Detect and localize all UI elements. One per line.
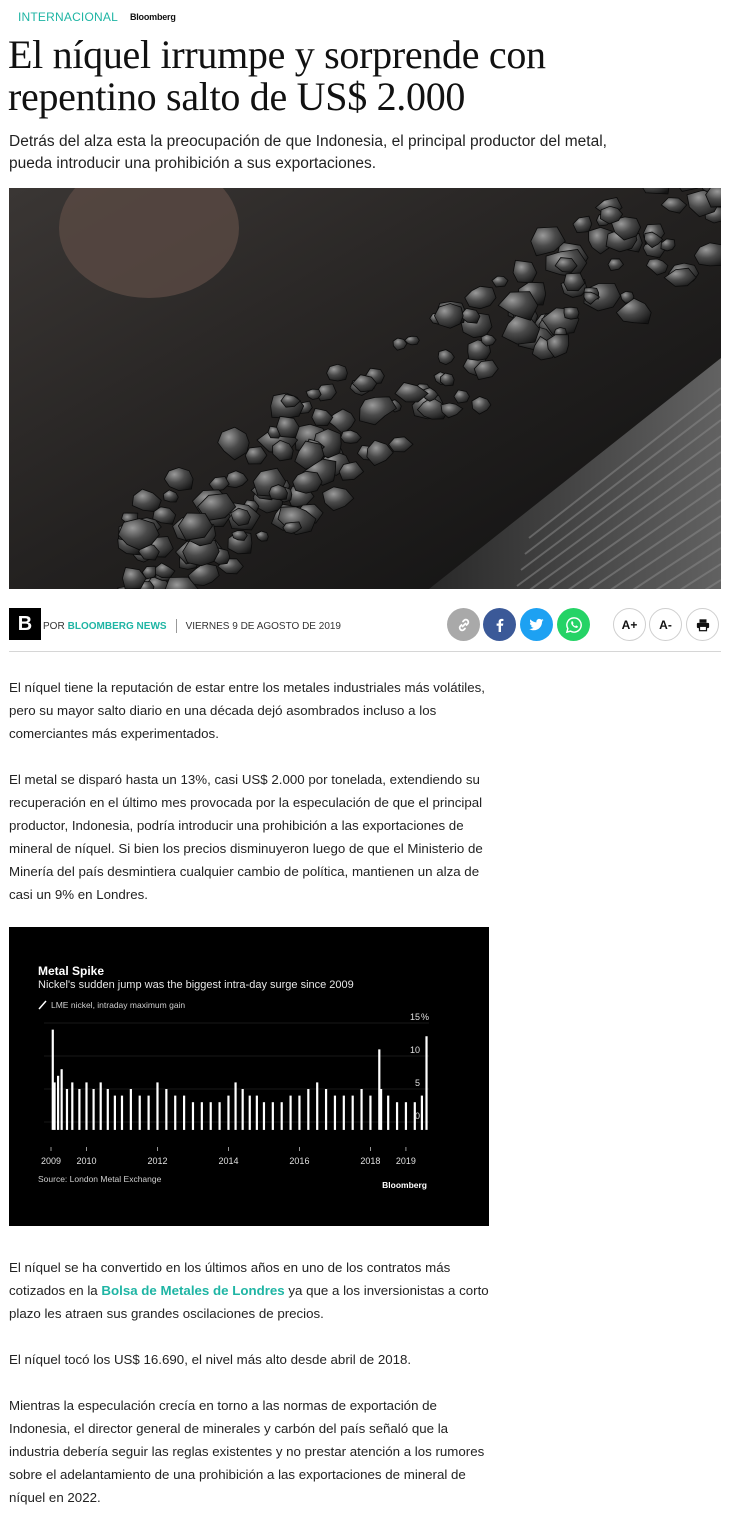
chart-title: Metal Spike: [38, 964, 105, 978]
x-tick-label: 2018: [360, 1156, 381, 1166]
byline-author[interactable]: BLOOMBERG NEWS: [67, 620, 167, 632]
x-tick-label: 2019: [395, 1156, 416, 1166]
y-tick-label: 0: [414, 1111, 420, 1121]
chart-bloomberg-logo: Bloomberg: [382, 1180, 427, 1190]
font-increase-button[interactable]: A+: [613, 608, 646, 641]
share-twitter-button[interactable]: [520, 608, 553, 641]
article-paragraph-1: El níquel tiene la reputación de estar entre los metales industriales más volátiles, pero su mayor salto diario en una década dejó asombrados incluso a los comerciantes más experimentados.: [9, 680, 485, 741]
print-button[interactable]: [686, 608, 719, 641]
article-paragraph-4: El níquel tocó los US$ 16.690, el nivel más alto desde abril de 2018.: [9, 1352, 412, 1367]
lme-link[interactable]: Bolsa de Metales de Londres: [101, 1283, 285, 1298]
share-facebook-button[interactable]: [483, 608, 516, 641]
legend-swatch: [39, 1001, 46, 1009]
ore-rock: [327, 364, 348, 381]
facebook-icon: [492, 617, 508, 633]
x-tick-label: 2014: [218, 1156, 239, 1166]
x-tick-label: 2010: [76, 1156, 97, 1166]
chart-source: Source: London Metal Exchange: [38, 1174, 162, 1184]
ore-rock: [434, 304, 463, 329]
print-icon: [696, 618, 710, 632]
twitter-icon: [528, 616, 545, 633]
article-paragraph-5: Mientras la especulación crecía en torno a las normas de exportación de Indonesia, el director general de minerales y carbón del país señaló que la industria debería seguir las reglas existentes y no prestar atención a los rumores sobre el adelantamiento de una prohibición a las exportaciones de mineral de níquel en 2022.: [9, 1398, 485, 1505]
ore-rock: [441, 373, 455, 386]
article-paragraph-3: [9, 1256, 489, 1325]
article-paragraph-2: El metal se disparó hasta un 13%, casi US$ 2.000 por tonelada, extendiendo su recuperación en el último mes provocada por la especulación de que el principal productor, Indonesia, podría introducir una prohibición a las exportaciones de mineral de níquel. Si bien los precios disminuyeron luego de que el Ministerio de Minería del país desmintiera cualquier cambio de política, mantienen un alza de casi un 9% en Londres.: [9, 772, 483, 902]
article-title: El níquel irrumpe y sorprende con repentino salto de US$ 2.000: [8, 32, 546, 119]
x-tick-label: 2012: [147, 1156, 168, 1166]
share-whatsapp-button[interactable]: [557, 608, 590, 641]
paragraph-3-text-start: El níquel se ha convertido en los últimos años en uno de los contratos más cotizados en la: [9, 1260, 451, 1298]
chart-subtitle: Nickel's sudden jump was the biggest intra-day surge since 2009: [38, 979, 354, 991]
bloomberg-logo: Bloomberg: [129, 12, 176, 22]
paragraph-3-text-end: ya que a los inversionistas a corto plazo les atraen sus grandes oscilaciones de precios.: [9, 1283, 489, 1321]
y-tick-label: 15: [409, 1012, 420, 1022]
whatsapp-icon: [565, 616, 583, 634]
section-label[interactable]: INTERNACIONAL: [18, 10, 118, 24]
y-tick-label: 10: [409, 1045, 420, 1055]
article-lede: Detrás del alza esta la preocupación de que Indonesia, el principal productor del metal, pueda introducir una prohibición a sus exportaciones.: [9, 133, 607, 172]
article-header: [18, 10, 176, 24]
share-link-button[interactable]: [447, 608, 480, 641]
chart-svg: [9, 927, 489, 1226]
link-icon: [456, 617, 472, 633]
x-tick-label: 2016: [289, 1156, 310, 1166]
ore-rock: [564, 307, 579, 319]
legend-entry: LME nickel, intraday maximum gain: [51, 1000, 186, 1010]
byline-por: POR: [43, 620, 65, 632]
x-tick-label: 2009: [40, 1156, 62, 1166]
hero-image: [9, 188, 721, 589]
bloomberg-b-icon: B: [9, 608, 41, 640]
nickel-ore-conveyor-photo: [9, 188, 721, 589]
byline-bar: [9, 606, 721, 652]
byline-date: VIERNES 9 DE AGOSTO DE 2019: [185, 620, 341, 632]
font-decrease-button[interactable]: A-: [649, 608, 682, 641]
metal-spike-chart: [9, 927, 489, 1226]
byline-text: [43, 619, 341, 633]
byline-divider: [176, 619, 177, 633]
y-tick-label: 5: [414, 1078, 420, 1088]
y-unit-label: %: [420, 1012, 429, 1022]
